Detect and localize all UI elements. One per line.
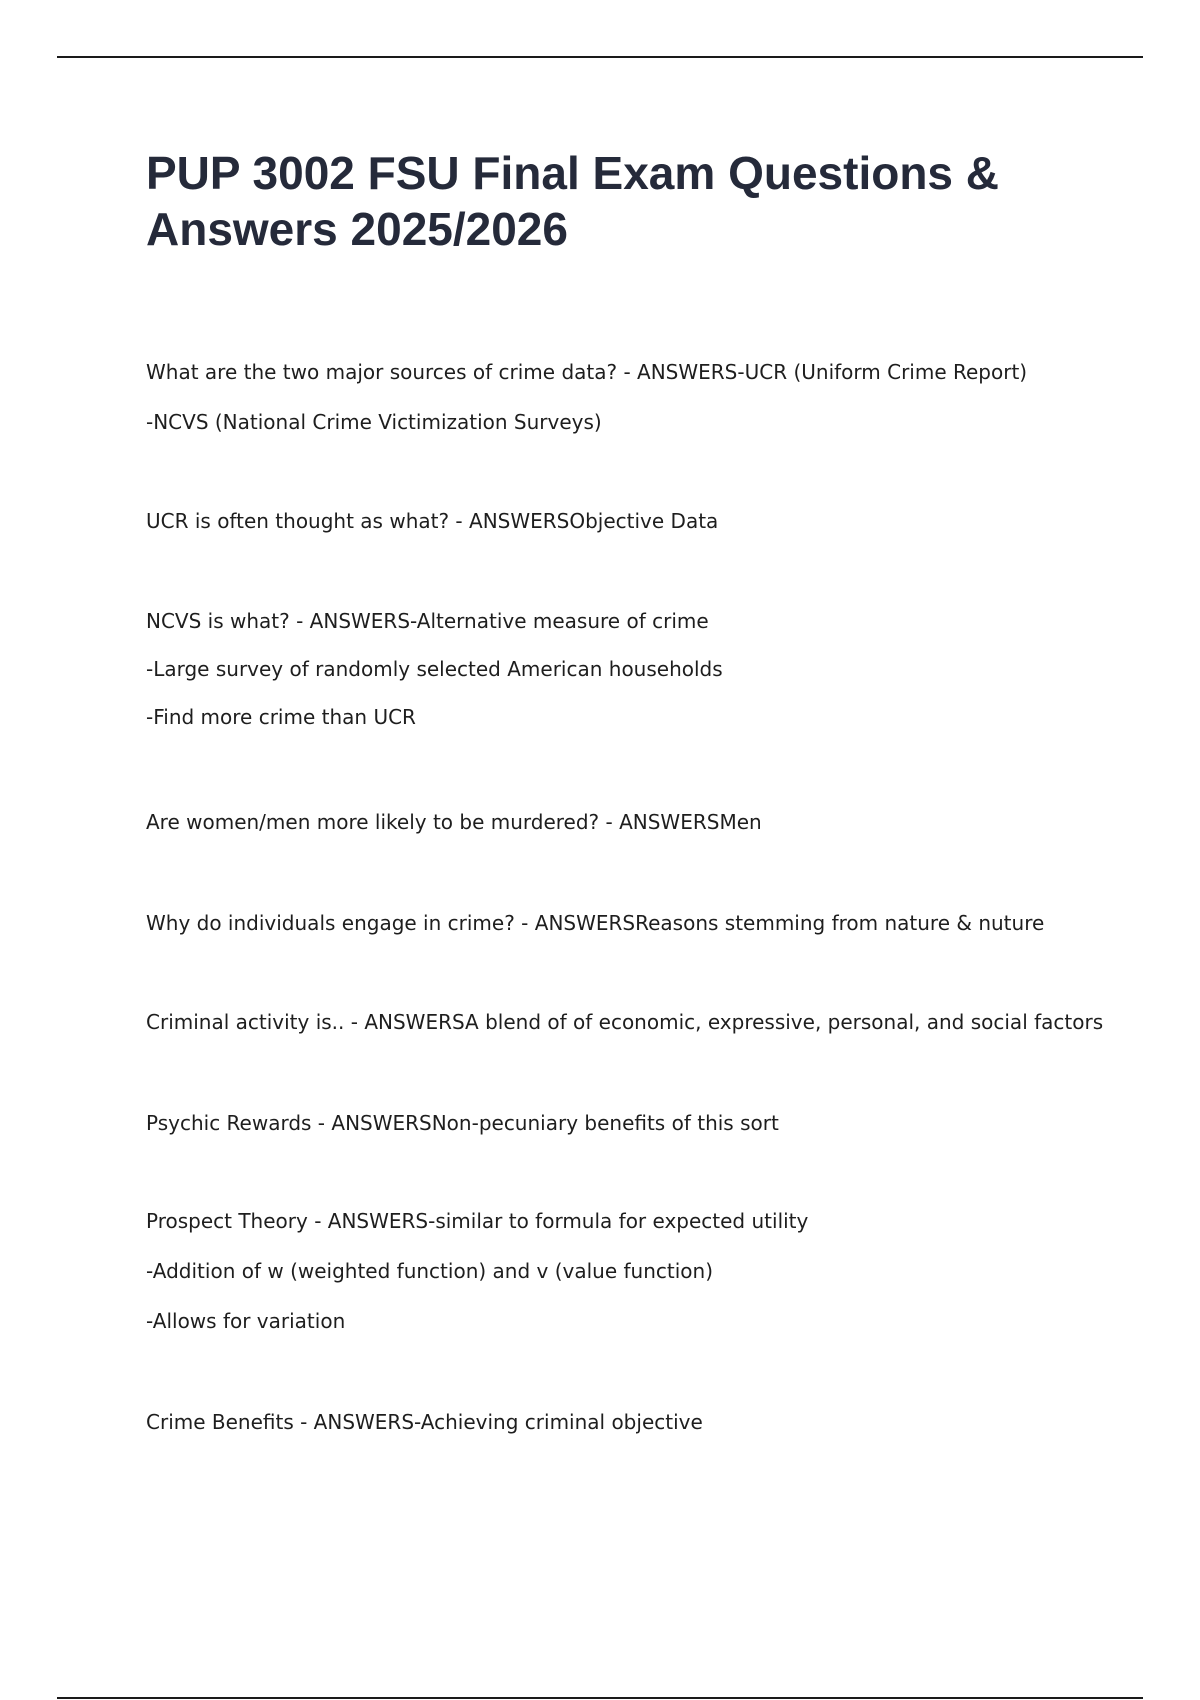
document-title: PUP 3002 FSU Final Exam Questions & Answers 2025/2026 bbox=[146, 147, 999, 255]
answer-line: -NCVS (National Crime Victimization Surveys) bbox=[146, 410, 602, 434]
answer-line: -Find more crime than UCR bbox=[146, 705, 416, 729]
top-divider bbox=[57, 56, 1143, 58]
qa-item bbox=[146, 898, 1146, 948]
question-line: Psychic Rewards - ANSWERSNon-pecuniary benefits of this sort bbox=[146, 1111, 779, 1135]
qa-item bbox=[146, 597, 1146, 741]
question-line: Criminal activity is.. - ANSWERSA blend of of economic, expressive, personal, and social factors bbox=[146, 1010, 1104, 1034]
question-line: Why do individuals engage in crime? - ANSWERSReasons stemming from nature & nuture bbox=[146, 911, 1045, 935]
qa-item bbox=[146, 997, 1146, 1047]
qa-item bbox=[146, 496, 1146, 546]
question-line: Prospect Theory - ANSWERS-similar to formula for expected utility bbox=[146, 1209, 809, 1233]
question-line: UCR is often thought as what? - ANSWERSObjective Data bbox=[146, 509, 719, 533]
question-line: Crime Benefits - ANSWERS-Achieving criminal objective bbox=[146, 1410, 703, 1434]
answer-line: -Large survey of randomly selected American households bbox=[146, 657, 723, 681]
question-line: NCVS is what? - ANSWERS-Alternative measure of crime bbox=[146, 609, 709, 633]
qa-item bbox=[146, 1098, 1146, 1148]
question-line: Are women/men more likely to be murdered? - ANSWERSMen bbox=[146, 810, 762, 834]
qa-item bbox=[146, 797, 1146, 847]
answer-line: -Addition of w (weighted function) and v (value function) bbox=[146, 1259, 713, 1283]
qa-item bbox=[146, 1196, 1146, 1346]
qa-item bbox=[146, 1397, 1146, 1447]
question-line: What are the two major sources of crime data? - ANSWERS-UCR (Uniform Crime Report) bbox=[146, 360, 1028, 384]
answer-line: -Allows for variation bbox=[146, 1309, 346, 1333]
bottom-divider bbox=[57, 1697, 1143, 1699]
qa-item bbox=[146, 347, 1146, 447]
